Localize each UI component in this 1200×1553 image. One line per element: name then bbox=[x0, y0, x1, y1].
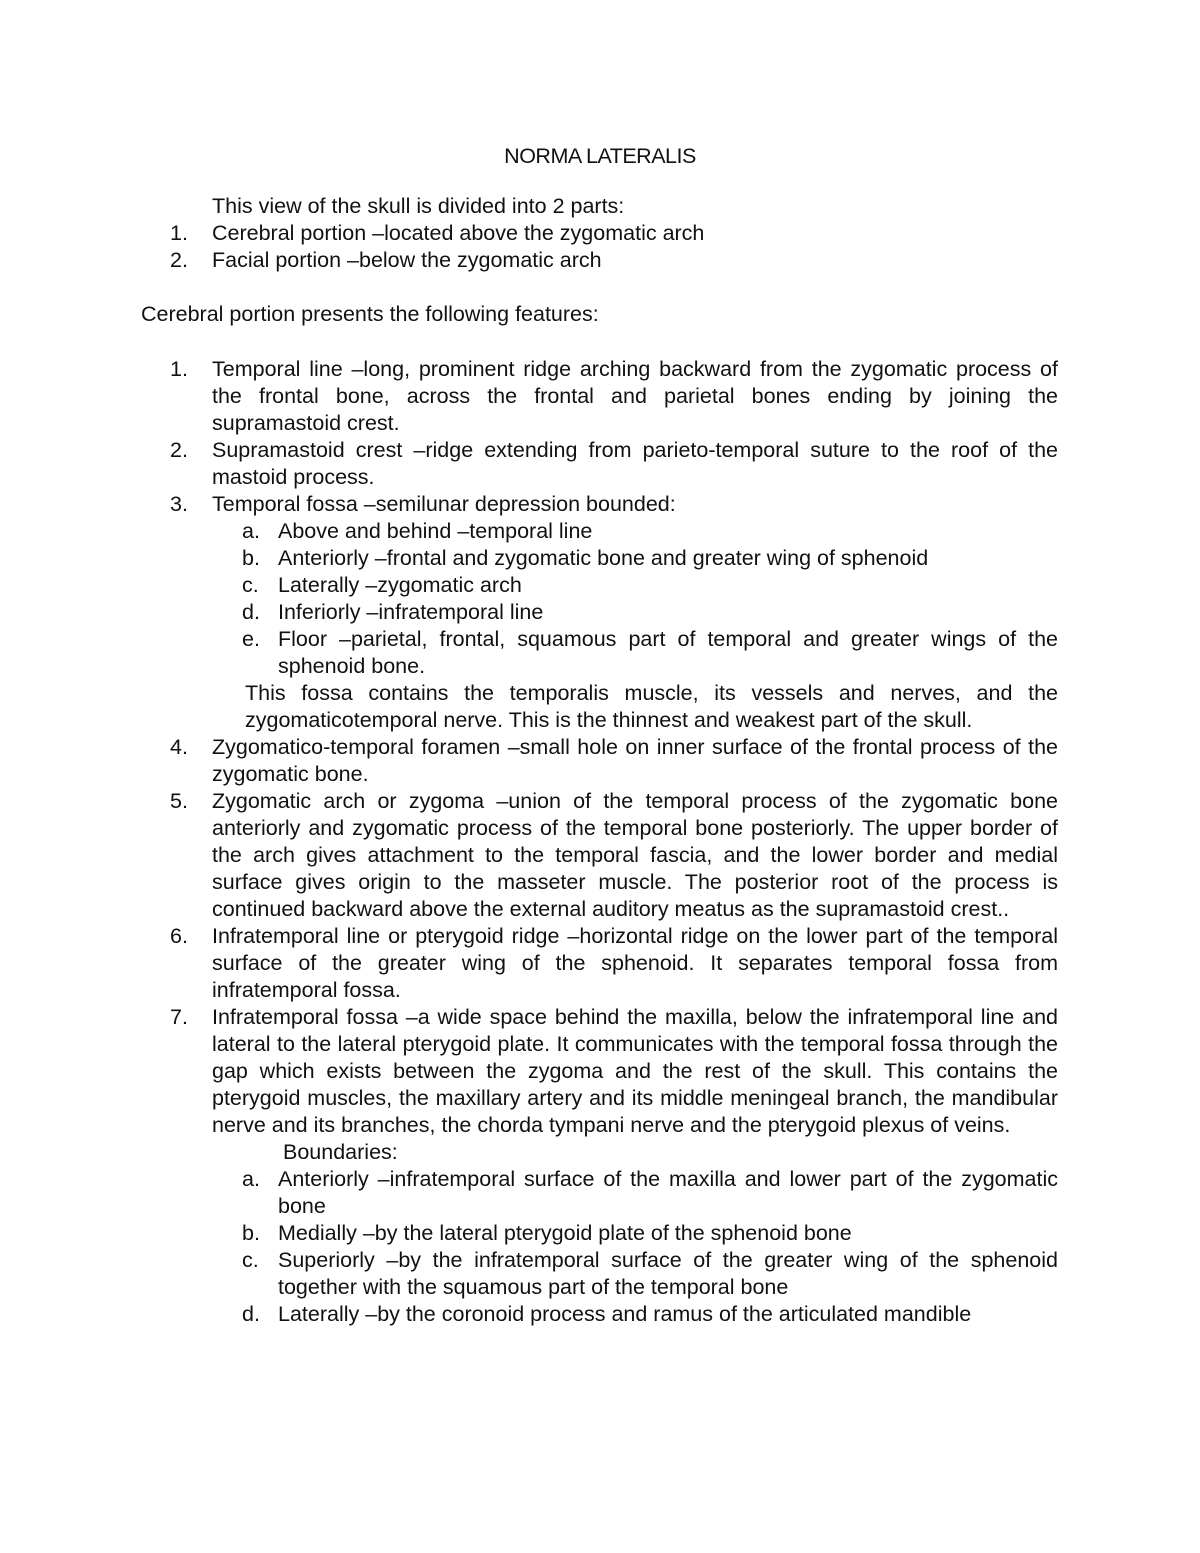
sub-item-text: Inferiorly –infratemporal line bbox=[278, 600, 544, 624]
sub-item-letter: b. bbox=[242, 1221, 260, 1245]
sub-item bbox=[242, 1247, 1058, 1301]
feature-number: 5. bbox=[170, 789, 188, 813]
sub-list bbox=[170, 518, 1058, 680]
fossa-note: This fossa contains the temporalis muscle, its vessels and nerves, and the zygomaticotemporal nerve. This is the thinnest and weakest part of the skull. bbox=[245, 681, 1058, 732]
sub-item-letter: d. bbox=[242, 600, 260, 624]
sub-item bbox=[242, 1166, 1058, 1220]
intro-item-number: 1. bbox=[170, 221, 188, 245]
feature-number: 2. bbox=[170, 438, 188, 462]
feature-text: Infratemporal line or pterygoid ridge –horizontal ridge on the lower part of the temporal surface of the greater wing of the sphenoid. It separates temporal fossa from infratemporal fossa. bbox=[212, 924, 1058, 1002]
feature-text: Supramastoid crest –ridge extending from parieto-temporal suture to the roof of the mastoid process. bbox=[212, 438, 1058, 489]
sub-item-text: Medially –by the lateral pterygoid plate of the sphenoid bone bbox=[278, 1221, 852, 1245]
intro-section bbox=[170, 193, 1060, 274]
sub-item-text: Above and behind –temporal line bbox=[278, 519, 593, 543]
boundaries-label: Boundaries: bbox=[283, 1140, 398, 1164]
sub-item-letter: c. bbox=[242, 1248, 259, 1272]
features-heading: Cerebral portion presents the following features: bbox=[141, 302, 599, 326]
sub-item-text: Anteriorly –infratemporal surface of the maxilla and lower part of the zygomatic bone bbox=[278, 1167, 1058, 1218]
feature-item bbox=[170, 356, 1058, 437]
feature-text: Infratemporal fossa –a wide space behind the maxilla, below the infratemporal line and lateral to the lateral pterygoid plate. It communicates with the temporal fossa through the gap which exists between the zygoma and the rest of the skull. This contains the pterygoid muscles, the maxillary artery and its middle meningeal branch, the mandibular nerve and its branches, the chorda tympani nerve and the pterygoid plexus of veins. bbox=[212, 1005, 1058, 1137]
intro-item bbox=[170, 220, 1060, 247]
sub-item bbox=[242, 572, 1058, 599]
sub-item bbox=[242, 518, 1058, 545]
feature-number: 3. bbox=[170, 492, 188, 516]
feature-number: 6. bbox=[170, 924, 188, 948]
intro-lead: This view of the skull is divided into 2 parts: bbox=[212, 194, 625, 218]
feature-text: Temporal fossa –semilunar depression bounded: bbox=[212, 492, 676, 516]
sub-item-letter: c. bbox=[242, 573, 259, 597]
sub-item-text: Laterally –by the coronoid process and ramus of the articulated mandible bbox=[278, 1302, 972, 1326]
feature-item bbox=[170, 1004, 1058, 1139]
sub-item bbox=[242, 545, 1058, 572]
intro-item-text: Cerebral portion –located above the zygomatic arch bbox=[212, 221, 705, 245]
sub-item-text: Superiorly –by the infratemporal surface of the greater wing of the sphenoid together with the squamous part of the temporal bone bbox=[278, 1248, 1058, 1299]
sub-item bbox=[242, 626, 1058, 680]
feature-number: 7. bbox=[170, 1005, 188, 1029]
feature-item bbox=[170, 734, 1058, 788]
feature-number: 4. bbox=[170, 735, 188, 759]
sub-item-text: Floor –parietal, frontal, squamous part of temporal and greater wings of the sphenoid bone. bbox=[278, 627, 1058, 678]
sub-item bbox=[242, 1220, 1058, 1247]
sub-item bbox=[242, 599, 1058, 626]
sub-item bbox=[242, 1301, 1058, 1328]
sub-item-letter: d. bbox=[242, 1302, 260, 1326]
feature-text: Zygomatic arch or zygoma –union of the temporal process of the zygomatic bone anteriorly and zygomatic process of the temporal bone posteriorly. The upper border of the arch gives attachment to the temporal fascia, and the lower border and medial surface gives origin to the masseter muscle. The posterior root of the process is continued backward above the external auditory meatus as the supramastoid crest.. bbox=[212, 789, 1058, 921]
page-title: NORMA LATERALIS bbox=[504, 144, 696, 168]
feature-item bbox=[170, 923, 1058, 1004]
feature-number: 1. bbox=[170, 357, 188, 381]
feature-item bbox=[170, 788, 1058, 923]
feature-item bbox=[170, 491, 1058, 518]
sub-item-letter: e. bbox=[242, 627, 260, 651]
sub-item-text: Anteriorly –frontal and zygomatic bone and greater wing of sphenoid bbox=[278, 546, 929, 570]
feature-text: Zygomatico-temporal foramen –small hole on inner surface of the frontal process of the zygomatic bone. bbox=[212, 735, 1058, 786]
features-list bbox=[170, 356, 1058, 1328]
intro-item bbox=[170, 247, 1060, 274]
sub-item-letter: a. bbox=[242, 519, 260, 543]
feature-text: Temporal line –long, prominent ridge arching backward from the zygomatic process of the frontal bone, across the frontal and parietal bones ending by joining the supramastoid crest. bbox=[212, 357, 1058, 435]
intro-item-text: Facial portion –below the zygomatic arch bbox=[212, 248, 602, 272]
sub-item-letter: b. bbox=[242, 546, 260, 570]
intro-item-number: 2. bbox=[170, 248, 188, 272]
feature-item bbox=[170, 437, 1058, 491]
sub-item-text: Laterally –zygomatic arch bbox=[278, 573, 522, 597]
sub-item-letter: a. bbox=[242, 1167, 260, 1191]
sub-list bbox=[170, 1166, 1058, 1328]
